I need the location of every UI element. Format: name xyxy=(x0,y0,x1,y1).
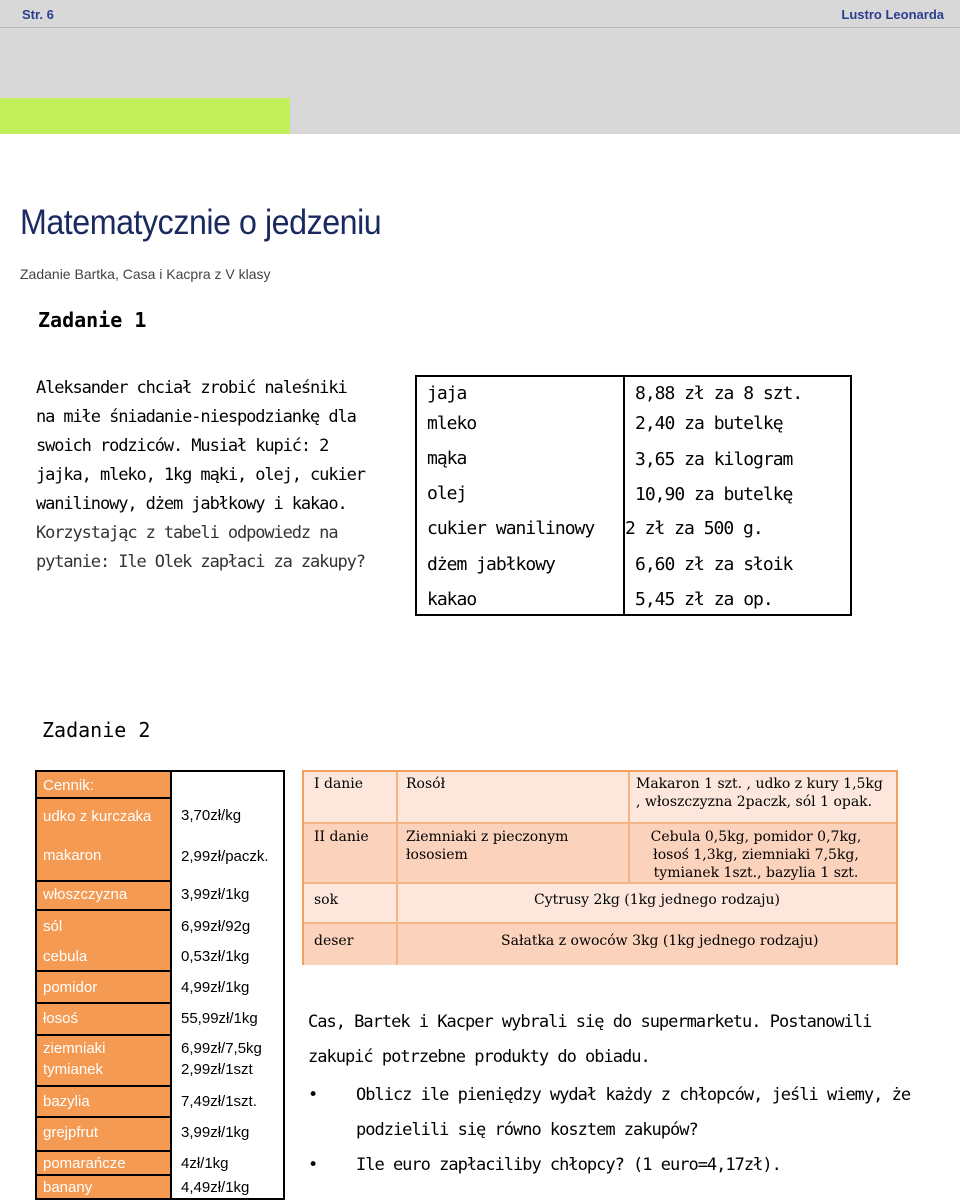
dinner-menu-table xyxy=(302,770,898,965)
task2-heading: Zadanie 2 xyxy=(42,718,151,742)
page-number: Str. 6 xyxy=(22,7,54,22)
product-price: 0,53zł/1kg xyxy=(181,948,250,965)
product-name: włoszczyzna xyxy=(43,886,128,903)
table-item: dżem jabłkowy xyxy=(427,554,555,575)
product-name: sól xyxy=(43,918,63,935)
row-divider xyxy=(37,797,170,799)
column-divider xyxy=(628,772,630,882)
table-divider xyxy=(623,377,625,614)
row-divider xyxy=(37,1174,170,1176)
header-accent-bar xyxy=(0,98,290,134)
table-price: 10,90 za butelkę xyxy=(635,484,793,505)
table-price: 3,65 za kilogram xyxy=(635,449,793,470)
row-divider xyxy=(37,1034,170,1036)
product-name: cebula xyxy=(43,948,88,965)
product-name: tymianek xyxy=(43,1061,104,1078)
header-divider xyxy=(0,27,960,28)
menu-course: sok xyxy=(314,892,339,908)
task1-heading: Zadanie 1 xyxy=(38,308,147,332)
product-name: grejpfrut xyxy=(43,1124,99,1141)
row-divider xyxy=(37,1085,170,1087)
row-divider xyxy=(37,1150,170,1152)
product-price: 55,99zł/1kg xyxy=(181,1010,258,1027)
page-header xyxy=(0,0,960,134)
task2-story: Cas, Bartek i Kacper wybrali się do supermarketu. Postanowili zakupić potrzebne produkty do obiadu. xyxy=(308,1012,872,1067)
column-divider xyxy=(396,882,398,965)
menu-ingredients: Cebula 0,5kg, pomidor 0,7kg, łosoś 1,3kg, ziemniaki 7,5kg, tymianek 1szt., bazylia 1 szt. xyxy=(650,829,862,881)
menu-dish: Ziemniaki z pieczonym łososiem xyxy=(406,829,569,863)
product-price: 6,99zł/7,5kg xyxy=(181,1040,262,1057)
product-name: udko z kurczaka xyxy=(43,808,152,825)
menu-ingredients: Makaron 1 szt. , udko z kury 1,5kg , włoszczyzna 2paczk, sól 1 opak. xyxy=(636,776,883,810)
product-price: 3,99zł/1kg xyxy=(181,1124,250,1141)
product-name: pomarańcze xyxy=(43,1155,126,1172)
article-subtitle: Zadanie Bartka, Casa i Kacpra z V klasy xyxy=(20,266,271,282)
table-divider xyxy=(170,772,172,1198)
price-list-table xyxy=(35,770,285,1200)
column-divider xyxy=(396,772,398,882)
menu-ingredients: Cytrusy 2kg (1kg jednego rodzaju) xyxy=(534,892,780,908)
table-item: mąka xyxy=(427,448,467,469)
row-divider xyxy=(304,882,896,884)
question-text: Oblicz ile pieniędzy wydał każdy z chłopców, jeśli wiemy, że podzielili się równo kosztem zakupów? xyxy=(356,1085,911,1140)
product-price: 4zł/1kg xyxy=(181,1155,229,1172)
menu-ingredients: Sałatka z owoców 3kg (1kg jednego rodzaju) xyxy=(501,933,819,949)
task1-paragraph: Aleksander chciał zrobić naleśniki na miłe śniadanie-niespodziankę dla swoich rodziców. Musiał kupić: 2 jajka, mleko, 1kg mąki, olej, cukier wanilinowy, dżem jabłkowy i kakao. xyxy=(36,378,365,514)
row-divider xyxy=(304,922,896,924)
product-name: banany xyxy=(43,1179,93,1196)
question-item xyxy=(308,1078,948,1148)
menu-course: II danie xyxy=(314,829,369,845)
product-price: 3,70zł/kg xyxy=(181,807,242,824)
task2-questions xyxy=(308,1078,948,1183)
row-divider xyxy=(37,880,170,882)
publication-name: Lustro Leonarda xyxy=(841,7,944,22)
menu-course: I danie xyxy=(314,776,364,792)
product-name: makaron xyxy=(43,847,102,864)
question-text: Ile euro zapłaciliby chłopcy? (1 euro=4,17zł). xyxy=(356,1155,781,1175)
product-price: 2,99zł/paczk. xyxy=(181,848,269,865)
product-name: ziemniaki xyxy=(43,1040,106,1057)
table-price: 2 zł za 500 g. xyxy=(625,518,763,539)
menu-course: deser xyxy=(314,933,354,949)
table-item: mleko xyxy=(427,413,477,434)
table-item: cukier wanilinowy xyxy=(427,518,595,539)
task1-text xyxy=(36,374,366,577)
row-divider xyxy=(304,822,896,824)
question-item xyxy=(308,1148,948,1183)
product-name: łosoś xyxy=(43,1010,79,1027)
table-price: 8,88 zł za 8 szt. xyxy=(635,383,803,404)
product-price: 7,49zł/1szt. xyxy=(181,1093,257,1110)
table-price: 5,45 zł za op. xyxy=(635,589,773,610)
task1-price-table xyxy=(415,375,852,616)
product-name: pomidor xyxy=(43,979,98,996)
row-divider xyxy=(37,909,170,911)
bullet-icon: • xyxy=(308,1085,318,1105)
price-list-title: Cennik: xyxy=(43,777,94,794)
product-price: 6,99zł/92g xyxy=(181,918,251,935)
table-item: kakao xyxy=(427,589,477,610)
row-divider xyxy=(37,970,170,972)
bullet-icon: • xyxy=(308,1155,318,1175)
product-price: 3,99zł/1kg xyxy=(181,886,250,903)
task1-question: Korzystając z tabeli odpowiedz na pytanie: Ile Olek zapłaci za zakupy? xyxy=(36,523,365,572)
row-divider xyxy=(37,1116,170,1118)
row-divider xyxy=(37,1002,170,1004)
table-price: 2,40 za butelkę xyxy=(635,413,783,434)
article-title: Matematycznie o jedzeniu xyxy=(20,203,382,242)
product-price: 4,49zł/1kg xyxy=(181,1179,250,1196)
product-name: bazylia xyxy=(43,1093,90,1110)
table-price: 6,60 zł za słoik xyxy=(635,554,793,575)
menu-dish: Rosół xyxy=(406,776,446,792)
table-item: jaja xyxy=(427,383,467,404)
product-price: 4,99zł/1kg xyxy=(181,979,250,996)
product-price: 2,99zł/1szt xyxy=(181,1061,253,1078)
table-item: olej xyxy=(427,483,467,504)
